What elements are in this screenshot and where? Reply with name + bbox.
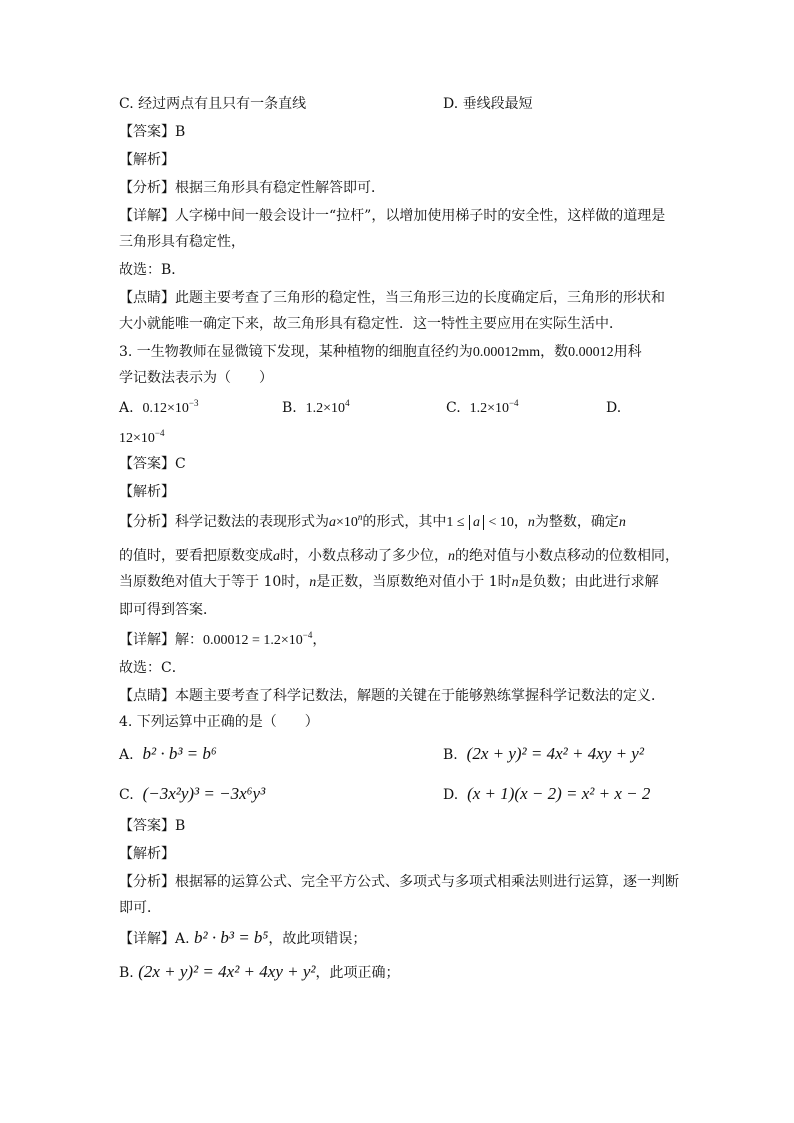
- var-a: a: [329, 515, 336, 530]
- q3-number: 0.00012: [568, 345, 614, 360]
- q4-analysis-heading: 【解析】: [119, 846, 175, 862]
- q2-dianjing-line-1: 【点睛】此题主要考查了三角形的稳定性，当三角形三边的长度确定后，三角形的形状和: [119, 290, 665, 306]
- q3-analysis-heading: 【解析】: [119, 484, 175, 500]
- q2-detail-line-1: 【详解】人字梯中间一般会设计一“拉杆”，以增加使用梯子时的安全性，这样做的道理是: [119, 208, 666, 224]
- q3-option-b: [282, 398, 350, 419]
- abs-a: a: [469, 515, 484, 530]
- text: 为整数，确定: [534, 514, 619, 530]
- var-n: n: [309, 575, 317, 590]
- q3-fenxi-line-1: [119, 512, 626, 533]
- q3-fenxi-line-2: [119, 546, 679, 567]
- text: ，: [312, 632, 327, 648]
- q4-fenxi-line-2: 即可．: [119, 900, 161, 916]
- text: 的形式，其中: [362, 514, 447, 530]
- var-n: n: [448, 549, 455, 564]
- equation: 0.00012 = 1.2×10: [203, 633, 303, 648]
- q3-stem-text-3: 用科: [613, 344, 642, 360]
- option-expr: (2x + y)² = 4x² + 4xy + y²: [466, 744, 644, 763]
- q3-option-a: [119, 398, 198, 419]
- q2-fenxi: 【分析】根据三角形具有稳定性解答即可．: [119, 180, 385, 196]
- q3-option-c: [446, 398, 519, 419]
- var-n: n: [618, 515, 626, 530]
- text: ，: [513, 514, 528, 530]
- q2-detail-line-2: 三角形具有稳定性，: [119, 234, 245, 250]
- option-expr: 1.2×10: [469, 401, 509, 416]
- q2-option-c: C. 经过两点有且只有一条直线: [119, 96, 307, 112]
- q3-stem-line-2: 学记数法表示为（ ）: [119, 370, 273, 386]
- var-n: n: [527, 515, 535, 530]
- q3-fenxi-line-4: 即可得到答案．: [119, 602, 217, 618]
- exponent: −4: [154, 428, 165, 438]
- option-label: C.: [446, 400, 461, 416]
- text: 的值时，要看把原数变成: [119, 548, 273, 564]
- text: 是正数，当原数绝对值小于 1时: [316, 574, 512, 590]
- option-label: A.: [119, 747, 134, 763]
- q4-option-a: [119, 744, 217, 765]
- option-label: A.: [119, 400, 134, 416]
- text: ，故此项错误；: [268, 931, 367, 947]
- equation: (2x + y)² = 4x² + 4xy + y²: [138, 962, 316, 981]
- q3-stem-text: 3. 一生物教师在显微镜下发现，某种植物的细胞直径约为: [119, 344, 473, 360]
- option-label: B.: [443, 747, 458, 763]
- q3-option-d-label: D.: [606, 400, 622, 416]
- q3-answer: 【答案】C: [119, 456, 186, 472]
- option-label: B.: [282, 400, 297, 416]
- text: 是负数；由此进行求解: [518, 574, 659, 590]
- option-expr: (x + 1)(x − 2) = x² + x − 2: [467, 784, 651, 803]
- option-label: C.: [119, 787, 134, 803]
- q2-dianjing-line-2: 大小就能唯一确定下来，故三角形具有稳定性．这一特性主要应用在实际生活中．: [119, 316, 623, 332]
- q3-detail: [119, 630, 326, 651]
- q3-fenxi-line-3: [119, 572, 659, 593]
- times-ten: ×10: [336, 515, 358, 530]
- inequality-left: 1 ≤: [446, 515, 465, 530]
- option-expr: 1.2×10: [305, 401, 346, 416]
- text: B.: [119, 965, 134, 981]
- text: 【详解】解：: [119, 632, 203, 648]
- q3-choose: 故选：C．: [119, 660, 186, 676]
- option-label: D.: [443, 787, 459, 803]
- q4-option-d: [443, 784, 650, 805]
- q2-option-d: D. 垂线段最短: [443, 96, 533, 112]
- q4-fenxi-line-1: 【分析】根据幂的运算公式、完全平方公式、多项式与多项式相乘法则进行运算，逐一判断: [119, 874, 679, 890]
- q4-answer: 【答案】B: [119, 818, 186, 834]
- text: 【分析】科学记数法的表现形式为: [119, 514, 329, 530]
- q4-stem: 4. 下列运算中正确的是（ ）: [119, 714, 319, 730]
- option-expr: (−3x²y)³ = −3x⁶y³: [142, 784, 266, 803]
- exponent: −4: [508, 398, 519, 408]
- text: 【详解】A.: [119, 931, 190, 947]
- option-expr: b² · b³ = b⁶: [142, 744, 217, 763]
- exponent: 4: [345, 398, 350, 408]
- q4-option-c: [119, 784, 265, 805]
- var-n: n: [511, 575, 519, 590]
- option-expr: 0.12×10: [142, 401, 189, 416]
- q2-analysis-heading: 【解析】: [119, 152, 175, 168]
- var-a: a: [273, 549, 280, 564]
- exponent: −3: [188, 398, 199, 408]
- q2-answer: 【答案】B: [119, 124, 186, 140]
- text: 的绝对值与小数点移动的位数相同，: [455, 548, 679, 564]
- exponent: −4: [302, 630, 313, 640]
- q3-option-d-expr: [119, 428, 164, 449]
- q4-detail-a: [119, 928, 366, 949]
- q3-dianjing: 【点睛】本题主要考查了科学记数法，解题的关键在于能够熟练掌握科学记数法的定义．: [119, 688, 665, 704]
- text: 时，小数点移动了多少位，: [280, 548, 448, 564]
- text: ，此项正确；: [315, 965, 400, 981]
- exponent-n: n: [357, 512, 363, 522]
- q3-diameter: 0.00012mm: [472, 345, 541, 360]
- q2-choose: 故选：B．: [119, 262, 186, 278]
- q3-stem-line-1: [119, 342, 642, 363]
- text: 当原数绝对值大于等于 10时，: [119, 574, 310, 590]
- inequality-right: < 10: [488, 515, 514, 530]
- q3-stem-text-2: ，数: [540, 344, 569, 360]
- equation: b² · b³ = b⁵: [194, 928, 269, 947]
- option-expr: 12×10: [119, 431, 155, 446]
- q4-option-b: [443, 744, 644, 765]
- q4-detail-b: [119, 962, 399, 983]
